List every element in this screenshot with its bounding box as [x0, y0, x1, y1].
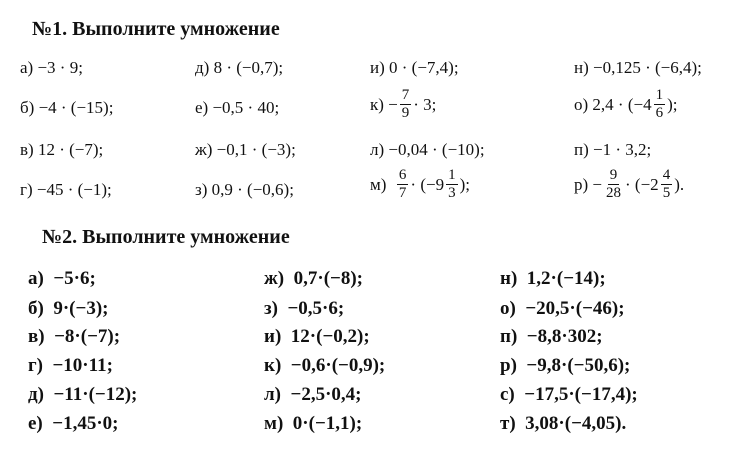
ex1-item-i: и) 0 · (−7,4);: [370, 58, 459, 77]
fraction: $\frac{7}{9}$: [401, 87, 410, 121]
ex2-item-g: г) −10·11;: [28, 355, 113, 376]
ex2-item-o: о) −20,5·(−46);: [500, 298, 625, 319]
ex2-item-l: л) −2,5·0,4;: [264, 384, 362, 405]
ex2-item-d: д) −11·(−12);: [28, 384, 138, 405]
ex1-item-n: н) −0,125 · (−6,4);: [574, 58, 702, 77]
ex2-item-b: б) 9·(−3);: [28, 298, 109, 319]
ex2-item-v: в) −8·(−7);: [28, 326, 121, 347]
ex1-item-o: о) 2,4 · (−4 $\frac{1}{6}$ );: [574, 87, 678, 121]
fraction: $\frac{9}{28}$: [606, 167, 622, 201]
ex2-item-m: м) 0·(−1,1);: [264, 413, 363, 434]
ex1-item-m: м) $\frac{6}{7}$ · (−9 $\frac{1}{3}$ );: [370, 167, 470, 201]
ex2-item-a: а) −5·6;: [28, 268, 96, 289]
ex2-item-i: и) 12·(−0,2);: [264, 326, 370, 347]
ex1-item-p: п) −1 · 3,2;: [574, 140, 652, 159]
ex2-item-n: н) 1,2·(−14);: [500, 268, 606, 289]
ex1-item-z: з) 0,9 · (−0,6);: [195, 180, 294, 199]
ex1-item-l: л) −0,04 · (−10);: [370, 140, 485, 159]
ex2-item-zh: ж) 0,7·(−8);: [264, 268, 364, 289]
ex1-item-b: б) −4 · (−15);: [20, 98, 114, 117]
ex1-item-e: е) −0,5 · 40;: [195, 98, 280, 117]
ex1-item-v: в) 12 · (−7);: [20, 140, 104, 159]
fraction: $\frac{1}{6}$: [655, 87, 664, 121]
exercise-1-title: №1. Выполните умножение: [32, 18, 280, 40]
ex2-item-s: с) −17,5·(−17,4);: [500, 384, 638, 405]
ex2-item-r: р) −9,8·(−50,6);: [500, 355, 631, 376]
ex2-item-k: к) −0,6·(−0,9);: [264, 355, 386, 376]
ex2-item-e: е) −1,45·0;: [28, 413, 119, 434]
fraction: $\frac{6}{7}$: [398, 167, 407, 201]
ex2-item-t: т) 3,08·(−4,05).: [500, 413, 627, 434]
ex1-item-r: р) − $\frac{9}{28}$ · (−2 $\frac{4}{5}$ ).: [574, 167, 685, 201]
ex1-item-k: к) − $\frac{7}{9}$ · 3;: [370, 87, 437, 121]
ex1-item-a: а) −3 · 9;: [20, 58, 83, 77]
fraction: $\frac{1}{3}$: [448, 167, 456, 201]
ex1-item-g: г) −45 · (−1);: [20, 180, 112, 199]
fraction: $\frac{4}{5}$: [662, 167, 671, 201]
ex2-item-p: п) −8,8·302;: [500, 326, 603, 347]
ex2-item-z: з) −0,5·6;: [264, 298, 345, 319]
ex1-item-d: д) 8 · (−0,7);: [195, 58, 284, 77]
exercise-2-title: №2. Выполните умножение: [42, 226, 290, 248]
ex1-item-zh: ж) −0,1 · (−3);: [195, 140, 296, 159]
